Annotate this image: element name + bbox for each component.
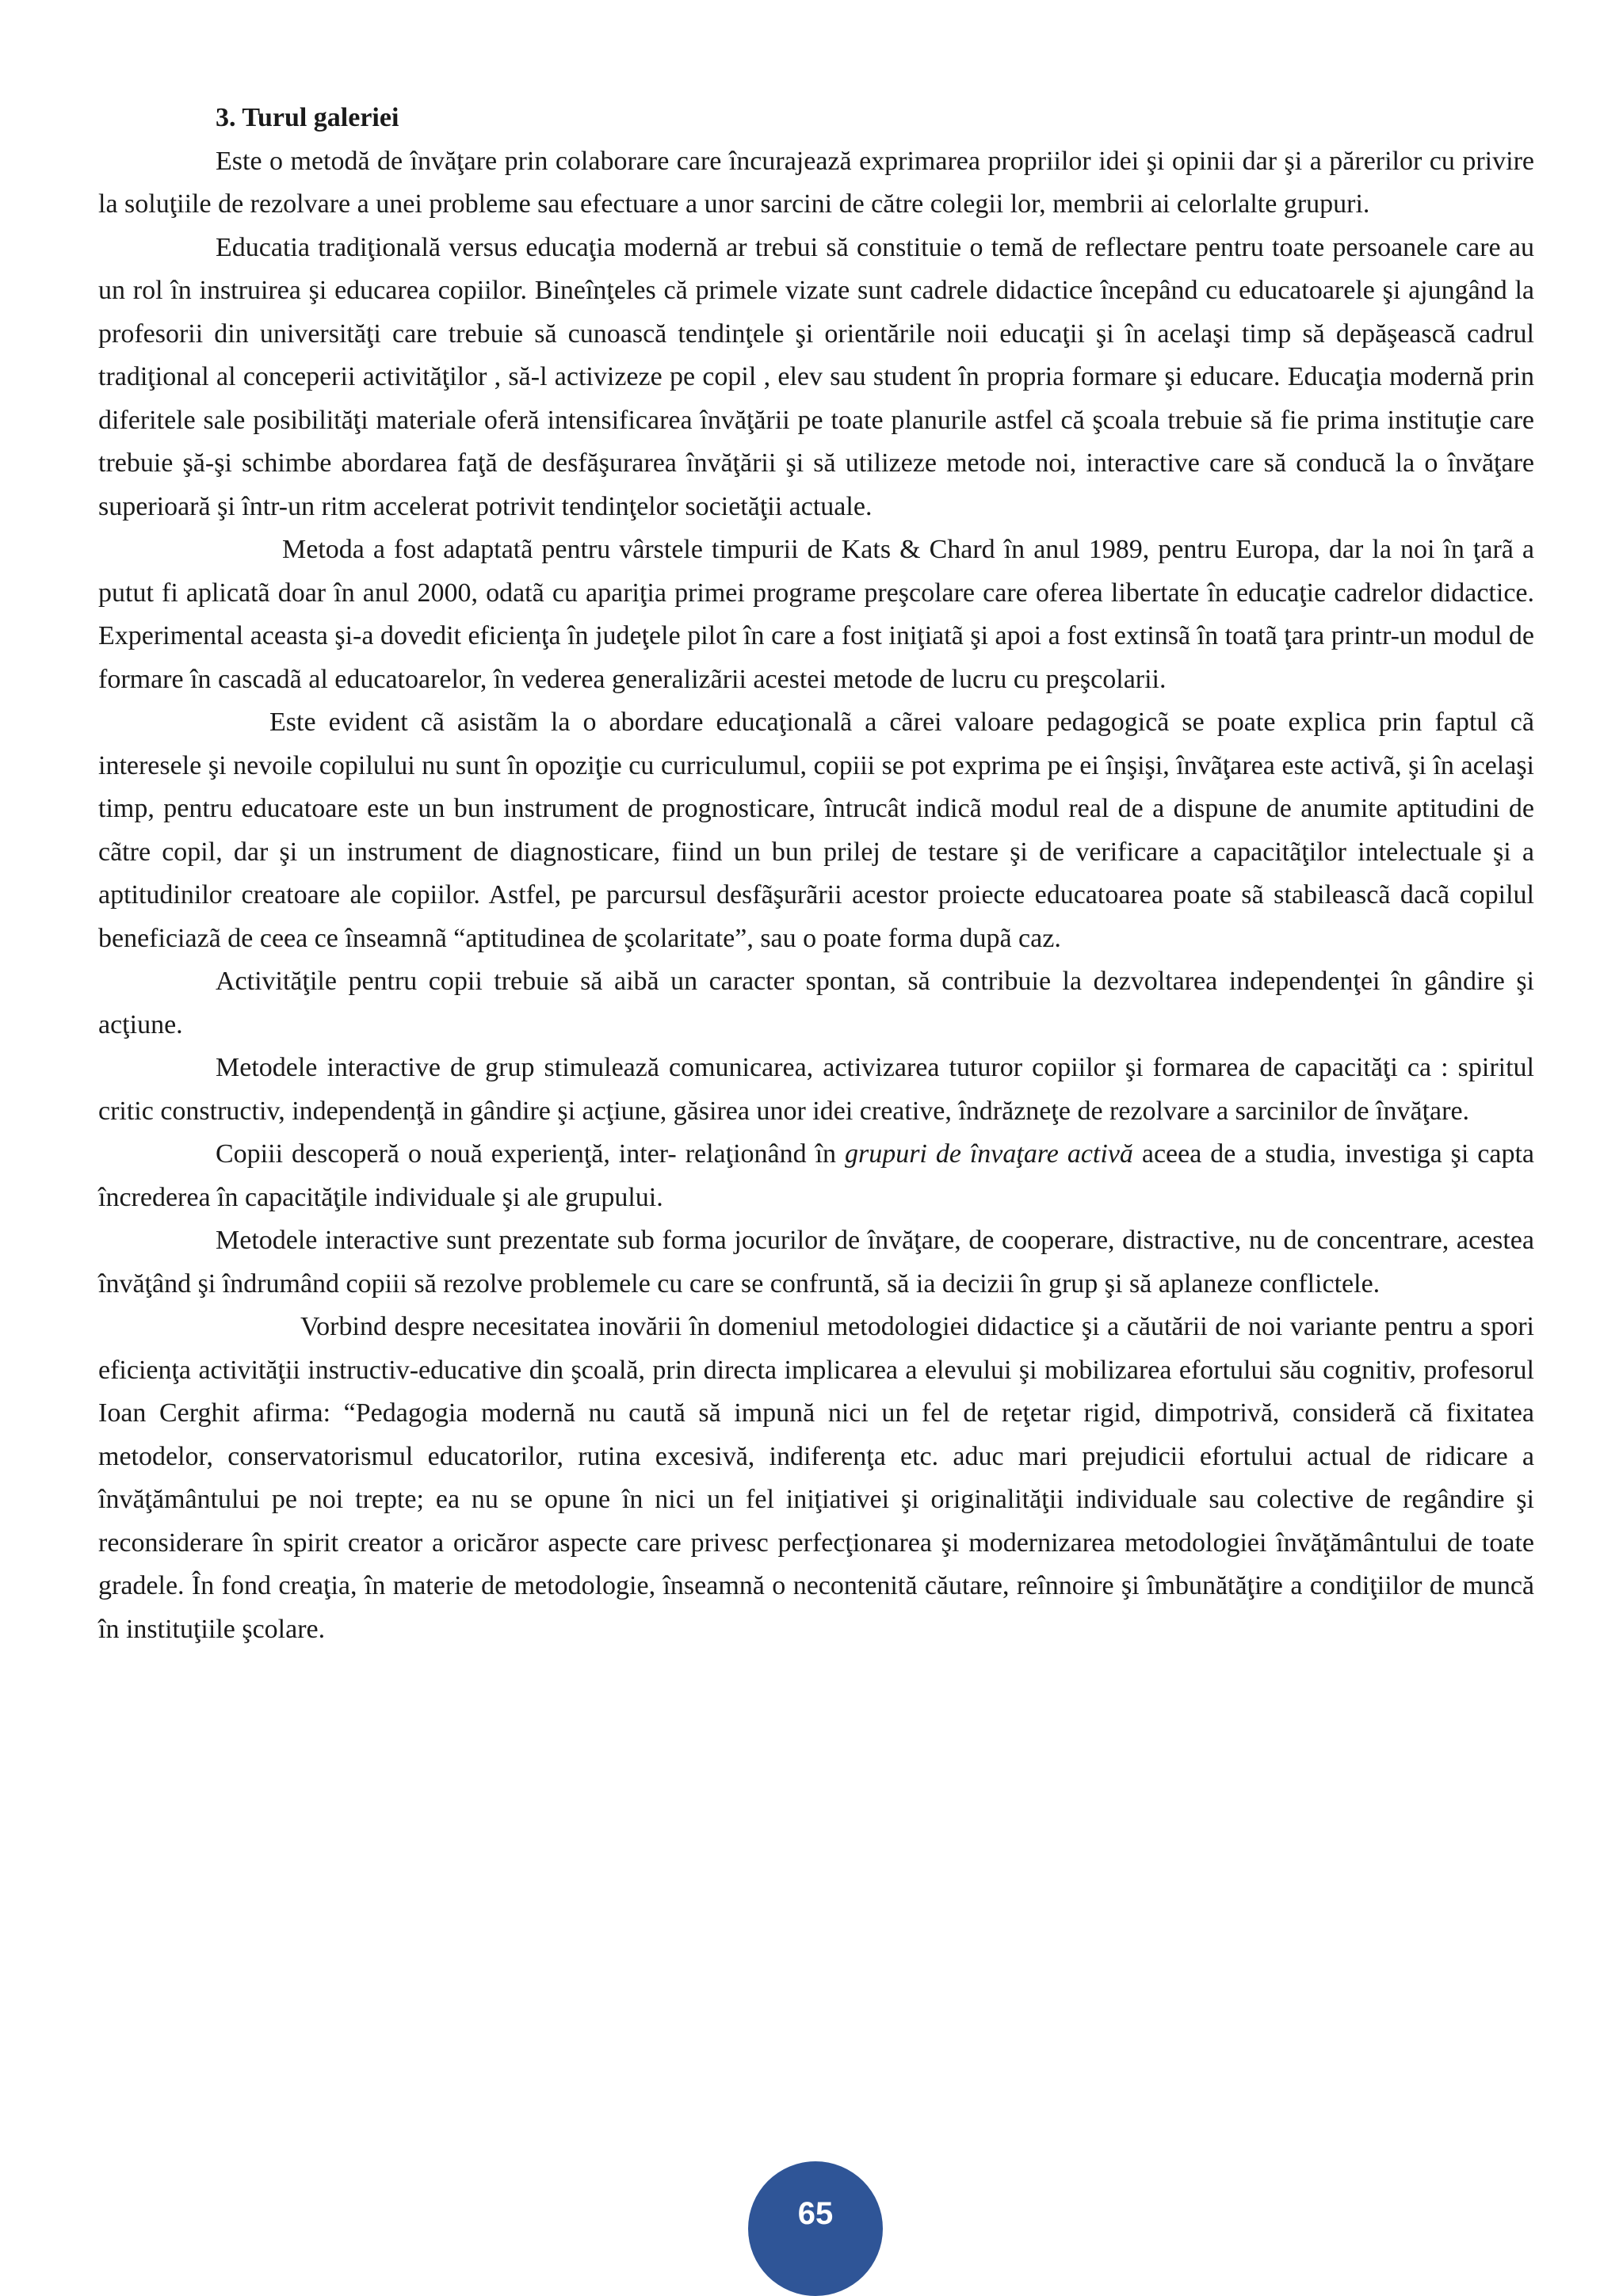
page-number: 65 bbox=[797, 2196, 834, 2231]
paragraph-gallery-tour: Este o metodă de învăţare prin colaborare care încurajează exprimarea propriilor idei şi opinii dar şi a părerilor cu privire la soluţiile de rezolvare a unei probleme sau efectuare a unor sarcini de către colegii lor, membrii ai celorlalte grupuri. bbox=[98, 146, 1534, 219]
paragraph-method-history: Metoda a fost adaptatã pentru vârstele timpurii de Kats & Chard în anul 1989, pentru Europa, dar la noi în ţarã a putut fi aplicatã doar în anul 2000, odatã cu apariţia primei programe preşcolare care oferea libertate în educaţie cadrelor didactice. Experimental aceasta şi-a dovedit eficienţa în judeţele pilot în care a fost iniţiatã şi apoi a fost extinsã în toatã ţara printr-un modul de formare în cascadã al educatoarelor, în vederea generalizãrii acestei metode de lucru cu preşcolarii. bbox=[98, 535, 1534, 694]
paragraph-pedagogical-value: Este evident cã asistãm la o abordare educaţionalã a cãrei valoare pedagogicã se poate explica prin faptul cã interesele şi nevoile copilului nu sunt în opoziţie cu curriculumul, copiii se pot exprima pe ei înşişi, învãţarea este activã, şi în acelaşi timp, pentru educatoare este un bun instrument de prognosticare, întrucât indicã modul real de a dispune de anumite aptitudini de cãtre copil, dar şi un instrument de diagnosticare, fiind un bun prilej de testare şi de verificare a capacitãţilor intelectuale şi a aptitudinilor creatoare ale copiilor. Astfel, pe parcursul desfãşurãrii acestor proiecte educatoarea poate sã stabileascã dacã copilul beneficiazã de ceea ce înseamnã “aptitudinea de şcolaritate”, sau o poate forma dupã caz. bbox=[98, 707, 1534, 953]
paragraph-text: aceea de a studia, investiga şi capta încrederea în capacităţile individuale şi ale grupului. bbox=[98, 1139, 1535, 1212]
paragraph-activities: Activităţile pentru copii trebuie să aibă un caracter spontan, să contribuie la dezvoltarea independenţei în gândire şi acţiune. bbox=[98, 967, 1534, 1039]
paragraph-interactive-methods: Metodele interactive de grup stimulează comunicarea, activizarea tuturor copiilor şi formarea de capacităţi ca : spiritul critic constructiv, independenţă in gândire şi acţiune, găsirea unor idei creative, îndrăzneţe de rezolvare a sarcinilor de învăţare. bbox=[98, 1053, 1534, 1126]
paragraph-new-experience bbox=[98, 1133, 1534, 1219]
section-heading: 3. Turul galeriei bbox=[216, 103, 399, 132]
paragraph-learning-games: Metodele interactive sunt prezentate sub forma jocurilor de învăţare, de cooperare, distractive, nu de concentrare, acestea învăţând şi îndrumând copiii să rezolve problemele cu care se confruntă, să ia decizii în grup şi să aplaneze conflictele. bbox=[98, 1226, 1534, 1299]
paragraph-text: Copiii descoperă o nouă experienţă, inter- relaţionând în bbox=[216, 1139, 845, 1169]
paragraph-traditional-vs-modern: Educatia tradiţională versus educaţia modernă ar trebui să constituie o temă de reflectare pentru toate persoanele care au un rol în instruirea şi educarea copiilor. Bineînţeles că primele vizate sunt cadrele didactice începând cu educatoarele şi ajungând la profesorii din universităţi care trebuie să cunoască tendinţele şi orientările noii educaţii şi în acelaşi timp să depăşească cadrul tradiţional al conceperii activităţilor , să-l activizeze pe copil , elev sau student în propria formare şi educare. Educaţia modernă prin diferitele sale posibilităţi materiale oferă intensificarea învăţării pe toate planurile astfel că şcoala trebuie să fie prima instituţie care trebuie şă-şi schimbe abordarea faţă de desfăşurarea învăţării şi să utilizeze metode noi, interactive care să conducă la o învăţare superioară şi într-un ritm accelerat potrivit tendinţelor societăţii actuale. bbox=[98, 232, 1534, 521]
document-body bbox=[98, 97, 1534, 1651]
emphasized-phrase: grupuri de învaţare activă bbox=[844, 1139, 1133, 1169]
paragraph-cerghit-quote: Vorbind despre necesitatea inovării în domeniul metodologiei didactice şi a căutării de noi variante pentru a spori eficienţa activităţii instructiv-educative din şcoală, prin directa implicarea a elevului şi mobilizarea efortului său cognitiv, profesorul Ioan Cerghit afirma: “Pedagogia modernă nu caută să impună nici un fel de reţetar rigid, dimpotrivă, consideră că fixitatea metodelor, conservatorismul educatorilor, rutina excesivă, indiferenţa etc. aduc mari prejudicii efortului actual de ridicare a învăţământului pe noi trepte; ea nu se opune în nici un fel iniţiativei şi originalităţii individuale sau colective de regândire şi reconsiderare în spirit creator a oricăror aspecte care privesc perfecţionarea şi modernizarea metodologiei învăţământului de toate gradele. În fond creaţia, în materie de metodologie, înseamnă o necontenită căutare, reînnoire şi îmbunătăţire a condiţiilor de muncă în instituţiile şcolare. bbox=[98, 1312, 1534, 1644]
page-number-badge bbox=[748, 2161, 883, 2296]
